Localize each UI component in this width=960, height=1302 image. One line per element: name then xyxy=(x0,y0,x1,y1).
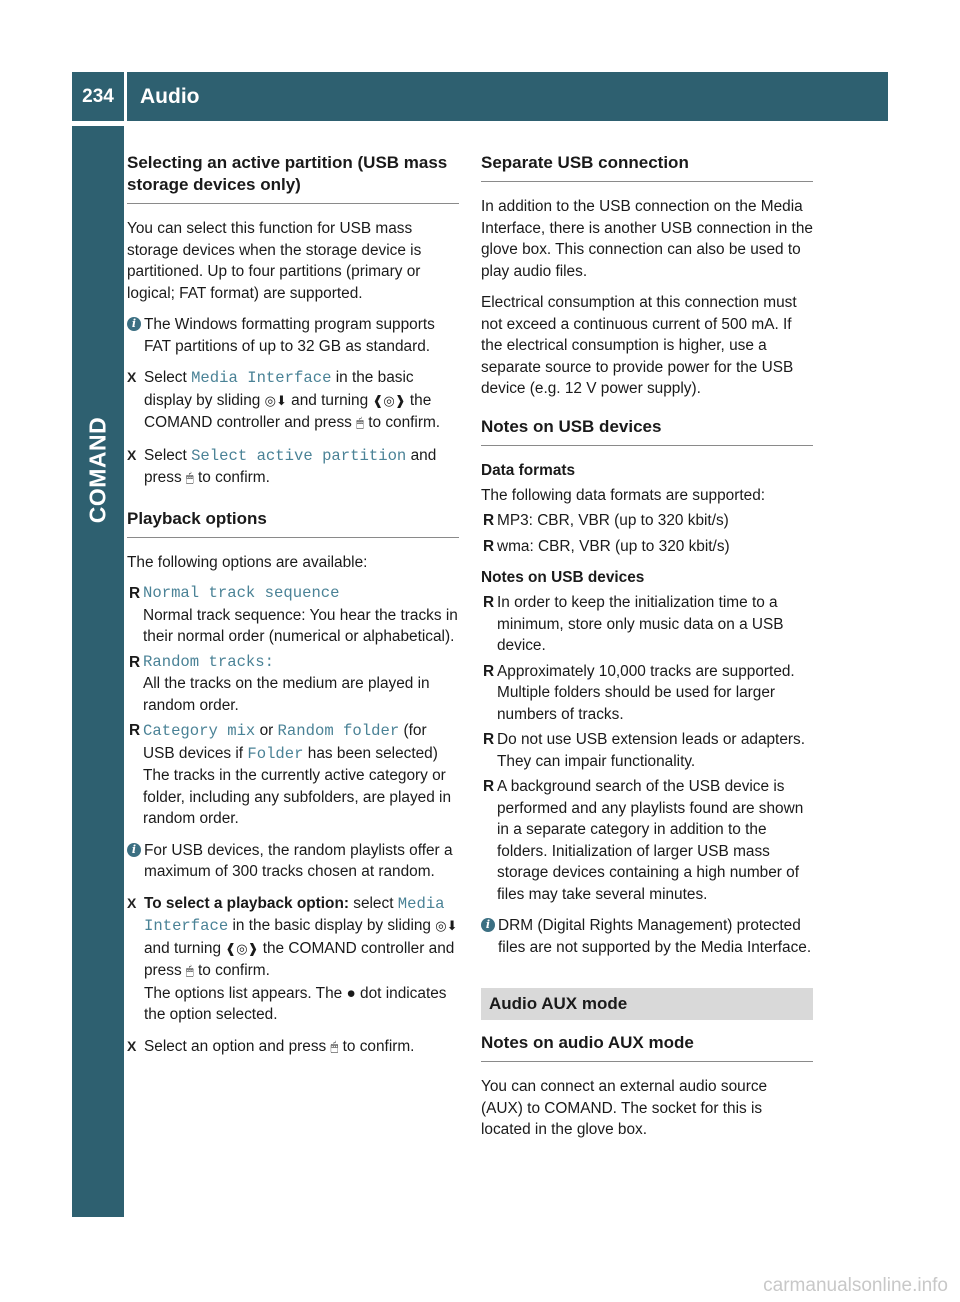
step-title: To select a playback option: xyxy=(144,894,349,912)
paragraph: The following data formats are supported: xyxy=(481,486,766,504)
press-controller-icon: 🖱 xyxy=(185,964,194,979)
bullet-icon: R xyxy=(483,537,495,555)
bullet-icon: R xyxy=(483,512,495,529)
left-column xyxy=(127,152,459,1068)
option-description: Normal track sequence: You hear the tracks in their normal order (numerical or alphabetical). xyxy=(143,606,458,645)
step xyxy=(127,1036,459,1059)
bullet-icon: R xyxy=(129,722,141,739)
watermark: carmanualsonline.info xyxy=(763,1275,948,1296)
subheading-notes-usb: Notes on USB devices xyxy=(481,569,645,586)
list-item xyxy=(481,729,813,772)
bullet-icon: R xyxy=(483,662,495,680)
bullet-icon: R xyxy=(483,731,495,748)
list-text: In order to keep the initialization time to a minimum, store only music data on a USB device. xyxy=(497,594,784,654)
paragraph: You can connect an external audio source (AUX) to COMAND. The socket for this is located in the glove box. xyxy=(481,1078,768,1138)
text: to confirm. xyxy=(338,1037,415,1055)
info-note xyxy=(481,915,813,958)
list-text: Do not use USB extension leads or adapters. They can impair functionality. xyxy=(497,731,805,770)
list-item xyxy=(481,776,813,905)
list-item xyxy=(127,652,459,717)
list-item xyxy=(481,661,813,726)
note-text: For USB devices, the random playlists offer a maximum of 300 tracks chosen at random. xyxy=(144,841,453,880)
info-icon: i xyxy=(127,843,141,857)
list-item xyxy=(481,510,813,532)
list-text: Approximately 10,000 tracks are supported. Multiple folders should be used for larger numbers of tracks. xyxy=(497,662,795,723)
info-icon: i xyxy=(127,317,141,331)
bullet-icon: R xyxy=(483,594,495,611)
heading-playback-options: Playback options xyxy=(127,508,459,538)
list-text: wma: CBR, VBR (up to 320 kbit/s) xyxy=(497,537,730,555)
menu-code: Category mix xyxy=(143,722,256,740)
menu-code: Media Interface xyxy=(144,894,445,935)
heading-audio-aux: Audio AUX mode xyxy=(481,988,813,1020)
note-text: The Windows formatting program supports FAT partitions of up to 32 GB as standard. xyxy=(144,316,435,355)
heading-separate-usb: Separate USB connection xyxy=(481,152,813,182)
text: or xyxy=(255,722,278,739)
press-controller-icon: 🖱 xyxy=(330,1039,339,1055)
step xyxy=(127,367,459,435)
step xyxy=(127,893,459,1026)
heading-notes-aux: Notes on audio AUX mode xyxy=(481,1032,813,1062)
list-item xyxy=(127,583,459,648)
side-label: COMAND xyxy=(84,416,111,524)
page-number: 234 xyxy=(82,85,114,107)
menu-code: Normal track sequence xyxy=(143,584,340,602)
note-text: DRM (Digital Rights Management) protected files are not supported by the Media Interface. xyxy=(498,917,812,956)
header-divider xyxy=(124,72,127,121)
text: and press xyxy=(144,446,437,486)
list-item xyxy=(481,592,813,657)
step xyxy=(127,445,459,490)
text: and turning xyxy=(144,939,226,957)
section-title: Audio xyxy=(140,84,200,108)
text: select xyxy=(348,894,398,912)
text: (for USB devices if xyxy=(143,722,427,762)
turn-controller-icon: ❰◎❱ xyxy=(372,393,406,409)
text: Select xyxy=(144,369,192,386)
text: to confirm. xyxy=(363,414,441,431)
menu-code: Random folder xyxy=(277,722,400,740)
press-controller-icon: 🖱 xyxy=(356,416,364,431)
menu-code: Random tracks: xyxy=(143,652,275,671)
subheading-data-formats: Data formats xyxy=(481,461,576,479)
paragraph: You can select this function for USB mass storage devices when the storage device is partitioned. Up to four partitions (primary or logical; FAT format) are supported. xyxy=(127,220,422,302)
text: and turning xyxy=(286,391,373,409)
text: in the basic display by sliding xyxy=(228,917,436,934)
text: to confirm. xyxy=(193,962,270,979)
text: the COMAND controller and press xyxy=(144,939,455,979)
heading-active-partition: Selecting an active partition (USB mass storage devices only) xyxy=(127,152,459,204)
list-text: MP3: CBR, VBR (up to 320 kbit/s) xyxy=(497,512,729,529)
text: has been selected) xyxy=(303,744,438,762)
side-tab xyxy=(72,126,124,1217)
paragraph: The following options are available: xyxy=(127,553,368,571)
text: Select an option and press xyxy=(144,1037,331,1055)
press-controller-icon: 🖱 xyxy=(185,471,194,486)
text: the COMAND controller and press xyxy=(144,391,432,431)
text: dot indicates the option selected. xyxy=(144,984,447,1023)
info-icon: i xyxy=(481,918,495,932)
turn-controller-icon: ❰◎❱ xyxy=(225,941,259,957)
text: to confirm. xyxy=(193,469,270,486)
menu-code: Media Interface xyxy=(191,369,332,387)
heading-notes-usb: Notes on USB devices xyxy=(481,416,813,446)
text: Select xyxy=(144,446,192,464)
bullet-icon: R xyxy=(483,778,495,795)
list-item xyxy=(481,536,813,558)
list-item xyxy=(127,720,459,830)
paragraph: In addition to the USB connection on the Media Interface, there is another USB connection in the glove box. This connection can also be used to play audio files. xyxy=(481,198,813,280)
option-description: The tracks in the currently active category or folder, including any subfolders, are played in random order. xyxy=(143,767,452,827)
bullet-icon: R xyxy=(129,585,141,602)
menu-code: Select active partition xyxy=(191,446,407,465)
slide-controller-icon: ◎⬇ xyxy=(264,393,287,409)
step-marker-icon: X xyxy=(127,369,137,385)
text: in the basic display by sliding xyxy=(144,369,414,409)
step-marker-icon: X xyxy=(127,894,137,911)
text: The options list appears. The xyxy=(144,984,347,1002)
info-note xyxy=(127,314,459,357)
right-column xyxy=(481,152,813,1151)
step-marker-icon: X xyxy=(127,1037,137,1054)
info-note xyxy=(127,840,459,883)
dot-icon: ● xyxy=(346,984,356,1002)
menu-code: Folder xyxy=(247,744,304,763)
list-text: A background search of the USB device is performed and any playlists found are shown in a separate category in addition to the folders. Initialization of larger USB mass storage devices containing a high number of files may take several minutes. xyxy=(497,778,804,903)
paragraph: Electrical consumption at this connection must not exceed a continuous current of 500 mA. If the electrical consumption is higher, use a separate source to provide power for the USB device (e.g. 12 V power supply). xyxy=(481,294,797,397)
step-marker-icon: X xyxy=(127,446,137,463)
bullet-icon: R xyxy=(129,653,141,671)
option-description: All the tracks on the medium are played in random order. xyxy=(143,675,430,714)
slide-controller-icon: ◎⬇ xyxy=(435,919,458,934)
